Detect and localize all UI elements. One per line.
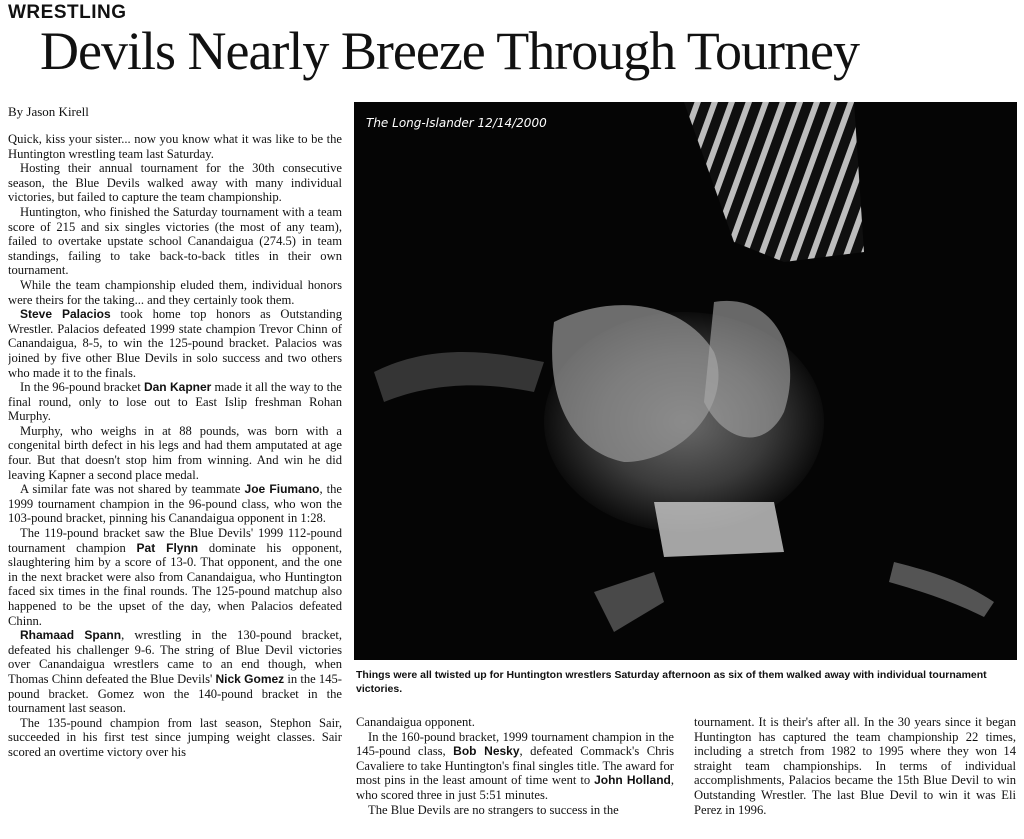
paragraph: Steve Palacios took home top honors as Outstanding Wrestler. Palacios defeated 1999 state champion Trevor Chinn of Canandaigua, 8-5, to win the 125-pound bracket. Palacios was joined by five other Blue Devils in solo success and two others who made it to the finals. (8, 307, 342, 380)
paragraph: The 119-pound bracket saw the Blue Devils' 1999 112-pound tournament champion Pat Flynn dominate his opponent, slaughtering him by a score of 13-0. That opponent, and the one in the next bracket were also from Canandaigua, who Huntington faced six times in the final rounds. The 125-pound matchup also happened to be the upset of the day, when Palacios defeated Chinn. (8, 526, 342, 628)
wrestler-name: Bob Nesky (453, 744, 520, 759)
article-column-3 (694, 715, 1016, 837)
headline: Devils Nearly Breeze Through Tourney (40, 21, 859, 81)
paragraph: The Blue Devils are no strangers to success in the (368, 802, 619, 817)
wrestler-name: Rhamaad Spann (20, 628, 122, 643)
paragraph: Rhamaad Spann, wrestling in the 130-pound bracket, defeated his challenger 9-6. The string of Blue Devil victories over Canandaigua wrestlers came to an end though, when Thomas Chinn defeated the Blue Devils' Nick Gomez in the 145-pound bracket. Gomez won the 140-pound bracket in the tournament last season. (8, 628, 342, 716)
paragraph: tournament. It is their's after all. In the 30 years since it began Huntington has captured the team championship 22 times, including a stretch from 1982 to 1995 where they won 14 straight team championships. In terms of individual accomplishments, Palacios became the 15th Blue Devil to win Outstanding Wrestler. The last Blue Devil to win it was Eli Perez in 1996. (694, 715, 1016, 817)
wrestler-name: Joe Fiumano (244, 482, 320, 497)
paragraph: Murphy, who weighs in at 88 pounds, was born with a congenital birth defect in his legs and had them amputated at age four. But that doesn't stop him from winning. And win he did leaving Kapner a second place medal. (8, 423, 342, 482)
section-label: WRESTLING (8, 2, 127, 23)
paragraph: Canandaigua opponent. (356, 715, 475, 729)
wrestler-name: Nick Gomez (215, 671, 285, 686)
wrestler-name: John Holland (594, 773, 671, 788)
paragraph: The 135-pound champion from last season, Stephon Sair, succeeded in his first test since jumping weight classes. Sair scored an overtime victory over his (8, 715, 342, 759)
paragraph: Hosting their annual tournament for the 30th consecutive season, the Blue Devils walked away with many individual victories, but failed to capture the team championship. (8, 161, 342, 205)
paragraph: In the 160-pound bracket, 1999 tournament champion in the 145-pound class, Bob Nesky, defeated Commack's Chris Cavaliere to take Huntington's final singles title. The award for most pins in the least amount of time went to John Holland, who scored three in just 5:51 minutes. (356, 729, 674, 802)
paragraph: Quick, kiss your sister... now you know what it was like to be the Huntington wrestling team last Saturday. (8, 132, 342, 161)
paragraph: In the 96-pound bracket Dan Kapner made it all the way to the final round, only to lose out to East Islip freshman Rohan Murphy. (8, 380, 342, 424)
photo-credit: The Long-Islander 12/14/2000 (366, 116, 547, 130)
wrestling-photo (354, 102, 1017, 660)
wrestlers-image (354, 102, 1017, 660)
byline: By Jason Kirell (8, 104, 89, 119)
paragraph: Huntington, who finished the Saturday tournament with a team score of 215 and six singles victories (the most of any team), failed to overtake upstate school Canandaigua (274.5) in team standings, failing to take back-to-back titles in their own tournament. (8, 204, 342, 278)
wrestler-name: Steve Palacios (20, 307, 111, 322)
wrestler-name: Dan Kapner (143, 380, 212, 395)
photo-caption: Things were all twisted up for Huntington wrestlers Saturday afternoon as six of them walked away with individual tournament victories. (356, 669, 987, 695)
paragraph: A similar fate was not shared by teammate Joe Fiumano, the 1999 tournament champion in the 96-pound class, who won the 103-pound bracket, pinning his Canandaigua opponent in 1:28. (8, 482, 342, 526)
paragraph: While the team championship eluded them, individual honors were theirs for the taking... and they certainly took them. (8, 277, 342, 307)
wrestler-name: Pat Flynn (136, 540, 199, 555)
article-column-1 (8, 132, 342, 836)
article-column-2 (356, 715, 674, 837)
